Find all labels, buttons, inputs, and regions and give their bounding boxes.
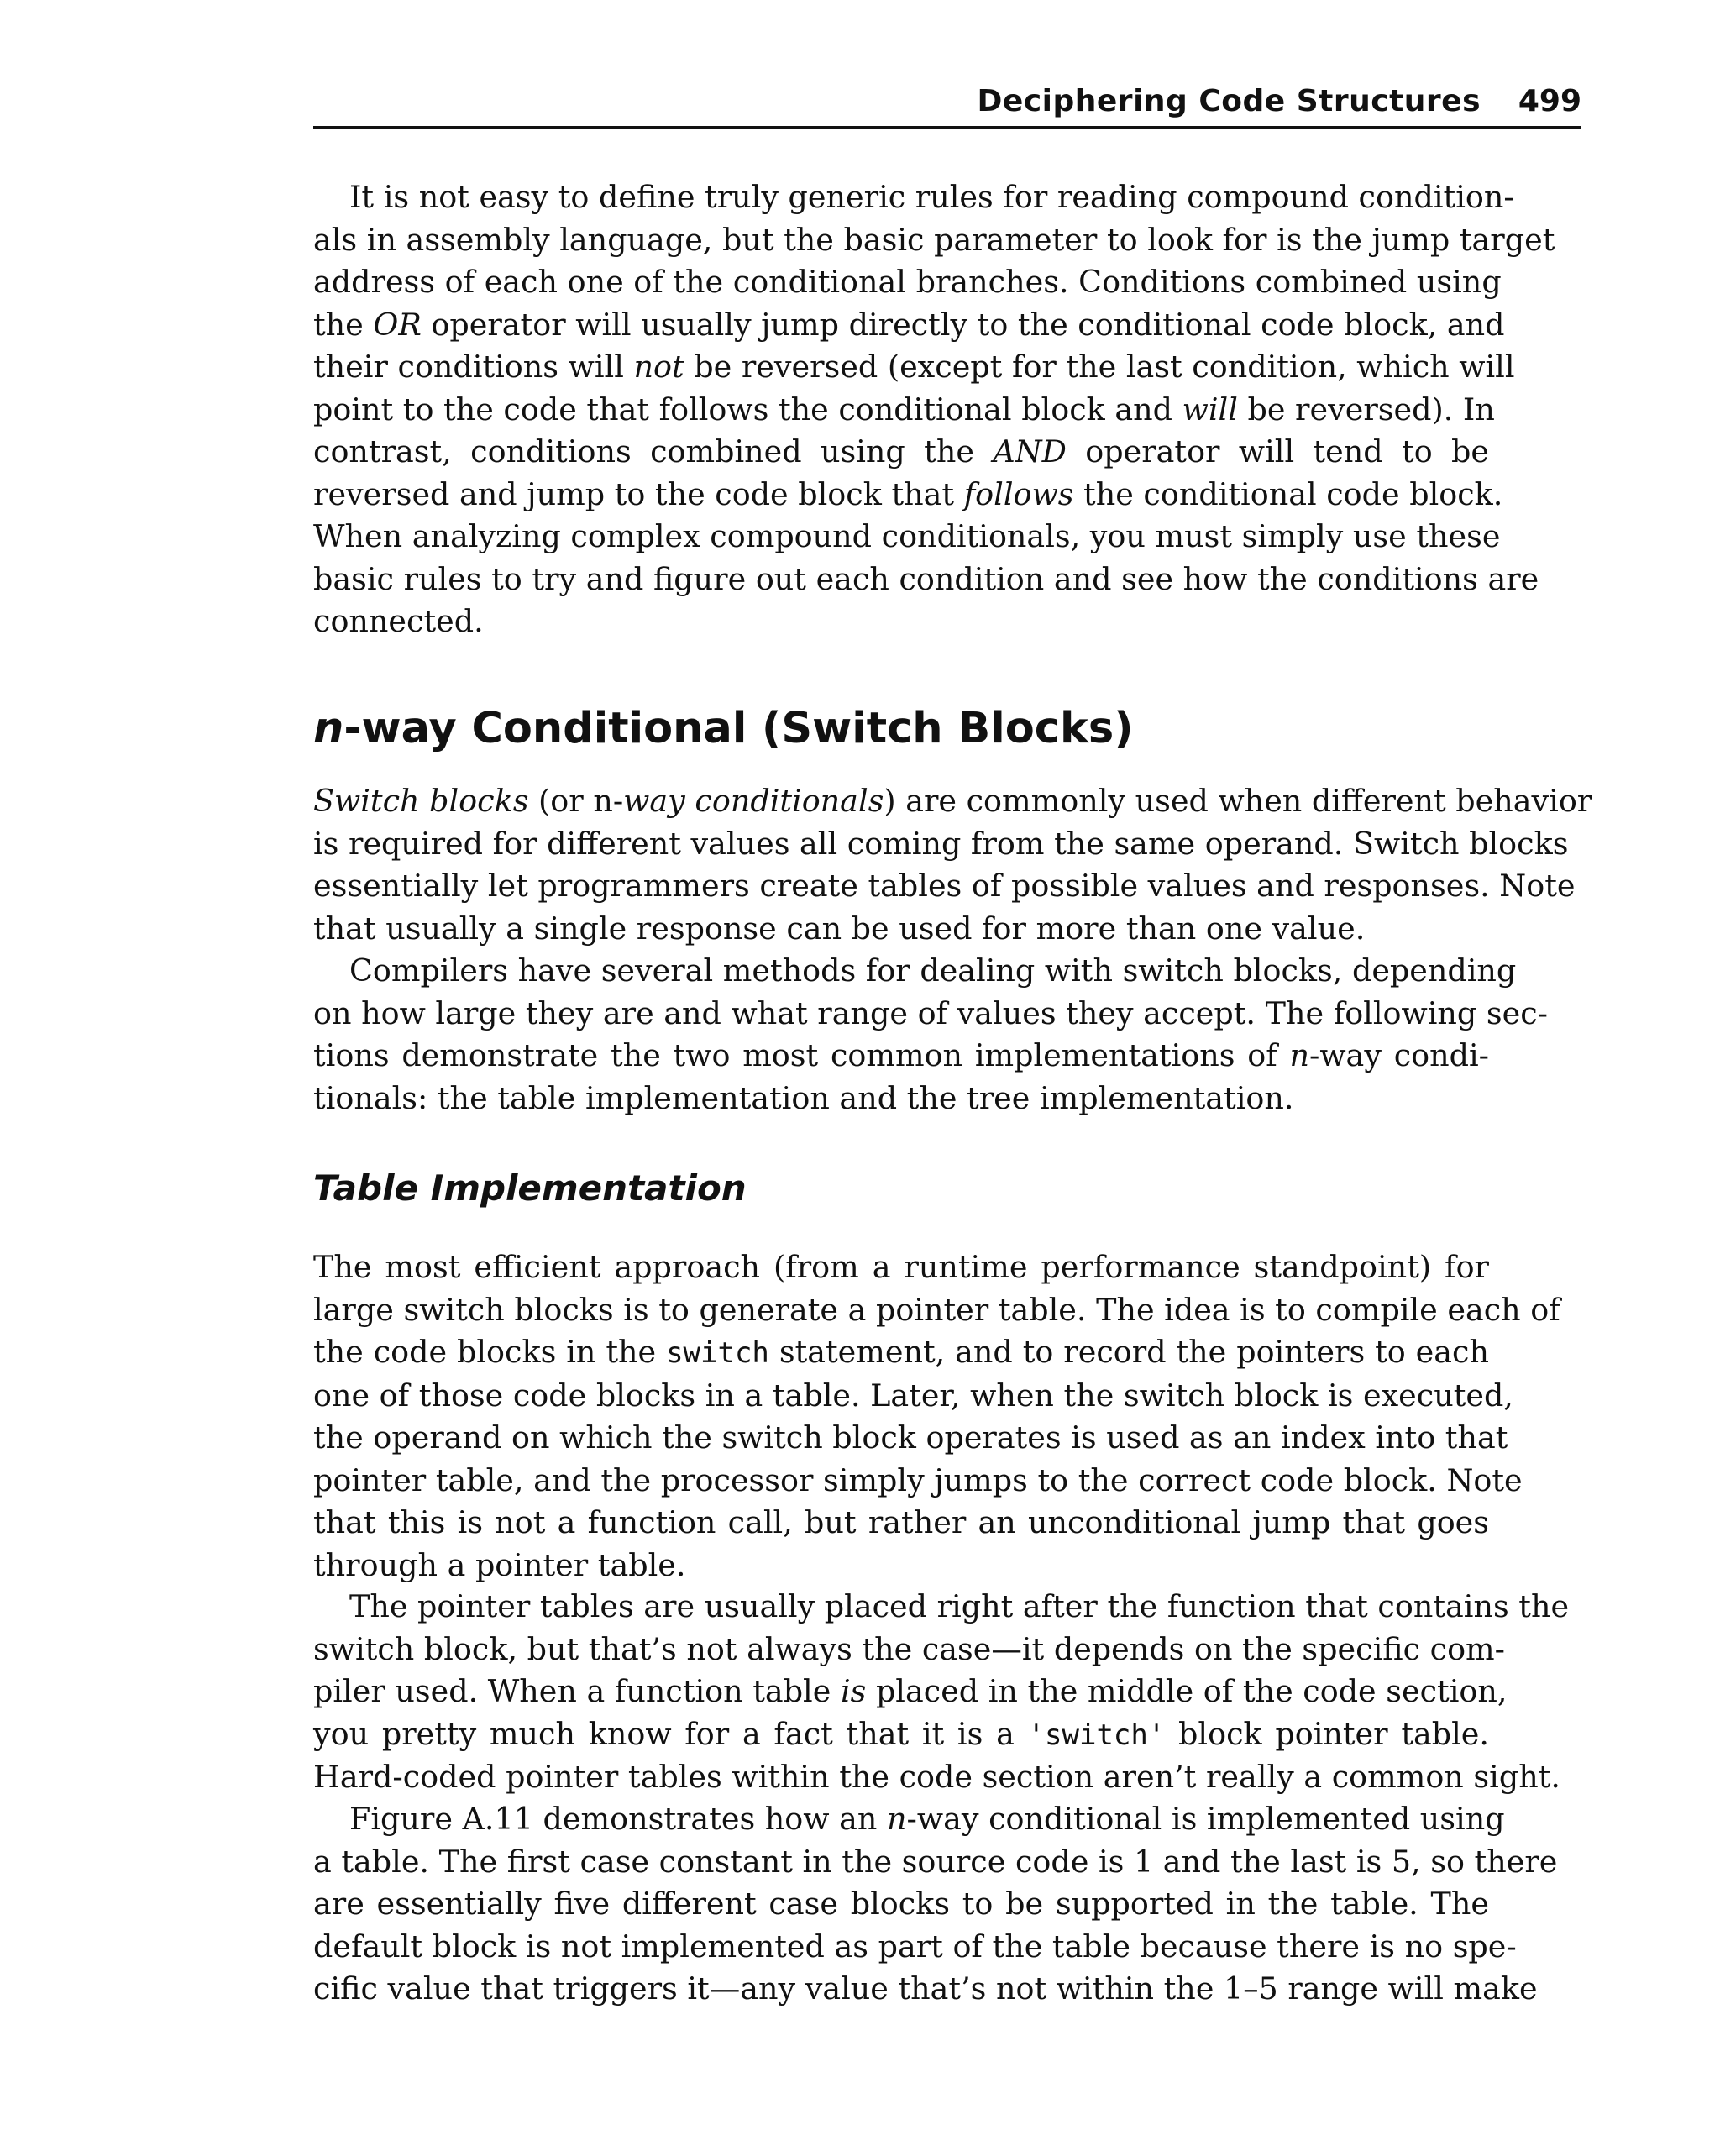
text-line: piler used. When a function table is placed in the middle of the code section, bbox=[313, 1673, 1508, 1709]
intro-paragraph bbox=[313, 176, 1555, 643]
text-line: The most efficient approach (from a runtime performance standpoint) for bbox=[313, 1249, 1489, 1285]
italic-text: is bbox=[840, 1673, 867, 1709]
text-line: Switch blocks (or n-way conditionals) are commonly used when different behavior bbox=[313, 783, 1592, 819]
code-text: 'switch' bbox=[1027, 1718, 1166, 1752]
text-line: point to the code that follows the conditional block and will be reversed). In bbox=[313, 391, 1495, 428]
text-line: one of those code blocks in a table. Later, when the switch block is executed, bbox=[313, 1377, 1513, 1414]
subsection-heading: Table Implementation bbox=[313, 1167, 747, 1209]
code-text: switch bbox=[666, 1336, 769, 1370]
text-line: a table. The first case constant in the source code is 1 and the last is 5, so there bbox=[313, 1843, 1558, 1880]
table-paragraph-1 bbox=[313, 1246, 1560, 1587]
italic-text: follows bbox=[963, 475, 1074, 512]
section-heading bbox=[313, 701, 1134, 757]
switch-paragraph-2 bbox=[313, 950, 1548, 1120]
italic-text: not bbox=[633, 349, 684, 385]
text-line: pointer table, and the processor simply jumps to the correct code block. Note bbox=[313, 1461, 1523, 1498]
italic-text: OR bbox=[373, 306, 422, 343]
text-line: address of each one of the conditional branches. Conditions combined using bbox=[313, 264, 1502, 300]
text-line: contrast, conditions combined using the AND operator will tend to be bbox=[313, 433, 1490, 469]
italic-text: n bbox=[887, 1801, 907, 1837]
text-line: Figure A.11 demonstrates how an n-way conditional is implemented using bbox=[349, 1801, 1505, 1837]
text-line: default block is not implemented as part of the table because there is no spe- bbox=[313, 1928, 1517, 1965]
text-line: the OR operator will usually jump directly to the conditional code block, and bbox=[313, 306, 1505, 343]
text-line: that this is not a function call, but rather an unconditional jump that goes bbox=[313, 1504, 1489, 1540]
section-heading-text: -way Conditional (Switch Blocks) bbox=[343, 704, 1134, 753]
text-line: that usually a single response can be used for more than one value. bbox=[313, 910, 1366, 947]
text-line: Compilers have several methods for dealing with switch blocks, depending bbox=[349, 952, 1517, 989]
text-line: through a pointer table. bbox=[313, 1546, 686, 1583]
text-line: are essentially five different case blocks to be supported in the table. The bbox=[313, 1886, 1489, 1922]
switch-paragraph-1 bbox=[313, 780, 1592, 950]
text-line: the operand on which the switch block operates is used as an index into that bbox=[313, 1419, 1508, 1456]
text-line: cific value that triggers it—any value that’s not within the 1–5 range will make bbox=[313, 1970, 1538, 2006]
text-line: tions demonstrate the two most common implementations of n-way condi- bbox=[313, 1037, 1489, 1073]
text-line: you pretty much know for a fact that it is a 'switch' block pointer table. bbox=[313, 1715, 1489, 1752]
running-header bbox=[313, 81, 1581, 129]
italic-text: way conditionals bbox=[623, 783, 884, 819]
text-line: als in assembly language, but the basic parameter to look for is the jump target bbox=[313, 221, 1555, 258]
italic-text: Switch blocks bbox=[313, 783, 529, 819]
text-line: large switch blocks is to generate a pointer table. The idea is to compile each of bbox=[313, 1291, 1560, 1328]
page-number: 499 bbox=[1518, 84, 1581, 118]
italic-text: n bbox=[1289, 1037, 1309, 1073]
text-line: tionals: the table implementation and the tree implementation. bbox=[313, 1079, 1294, 1116]
text-line: basic rules to try and figure out each condition and see how the conditions are bbox=[313, 560, 1539, 597]
running-header-title: Deciphering Code Structures bbox=[977, 84, 1481, 118]
table-paragraph-3 bbox=[313, 1798, 1558, 2011]
text-line: It is not easy to define truly generic rules for reading compound condition- bbox=[349, 179, 1514, 215]
table-paragraph-2 bbox=[313, 1586, 1570, 1799]
italic-text: AND bbox=[993, 433, 1067, 469]
text-line: connected. bbox=[313, 603, 484, 639]
text-line: switch block, but that’s not always the case—it depends on the specific com- bbox=[313, 1630, 1505, 1667]
text-line: their conditions will not be reversed (except for the last condition, which will bbox=[313, 349, 1515, 385]
text-line: is required for different values all coming from the same operand. Switch blocks bbox=[313, 825, 1569, 862]
text-line: the code blocks in the switch statement, and to record the pointers to each bbox=[313, 1334, 1489, 1370]
text-line: When analyzing complex compound conditionals, you must simply use these bbox=[313, 518, 1501, 554]
section-heading-italic: n bbox=[313, 704, 344, 753]
text-line: on how large they are and what range of values they accept. The following sec- bbox=[313, 994, 1548, 1031]
text-line: Hard-coded pointer tables within the code section aren’t really a common sight. bbox=[313, 1759, 1560, 1795]
text-line: The pointer tables are usually placed right after the function that contains the bbox=[349, 1588, 1570, 1624]
text-line: essentially let programmers create tables of possible values and responses. Note bbox=[313, 868, 1576, 904]
text-line: reversed and jump to the code block that follows the conditional code block. bbox=[313, 475, 1503, 512]
italic-text: will bbox=[1182, 391, 1238, 428]
